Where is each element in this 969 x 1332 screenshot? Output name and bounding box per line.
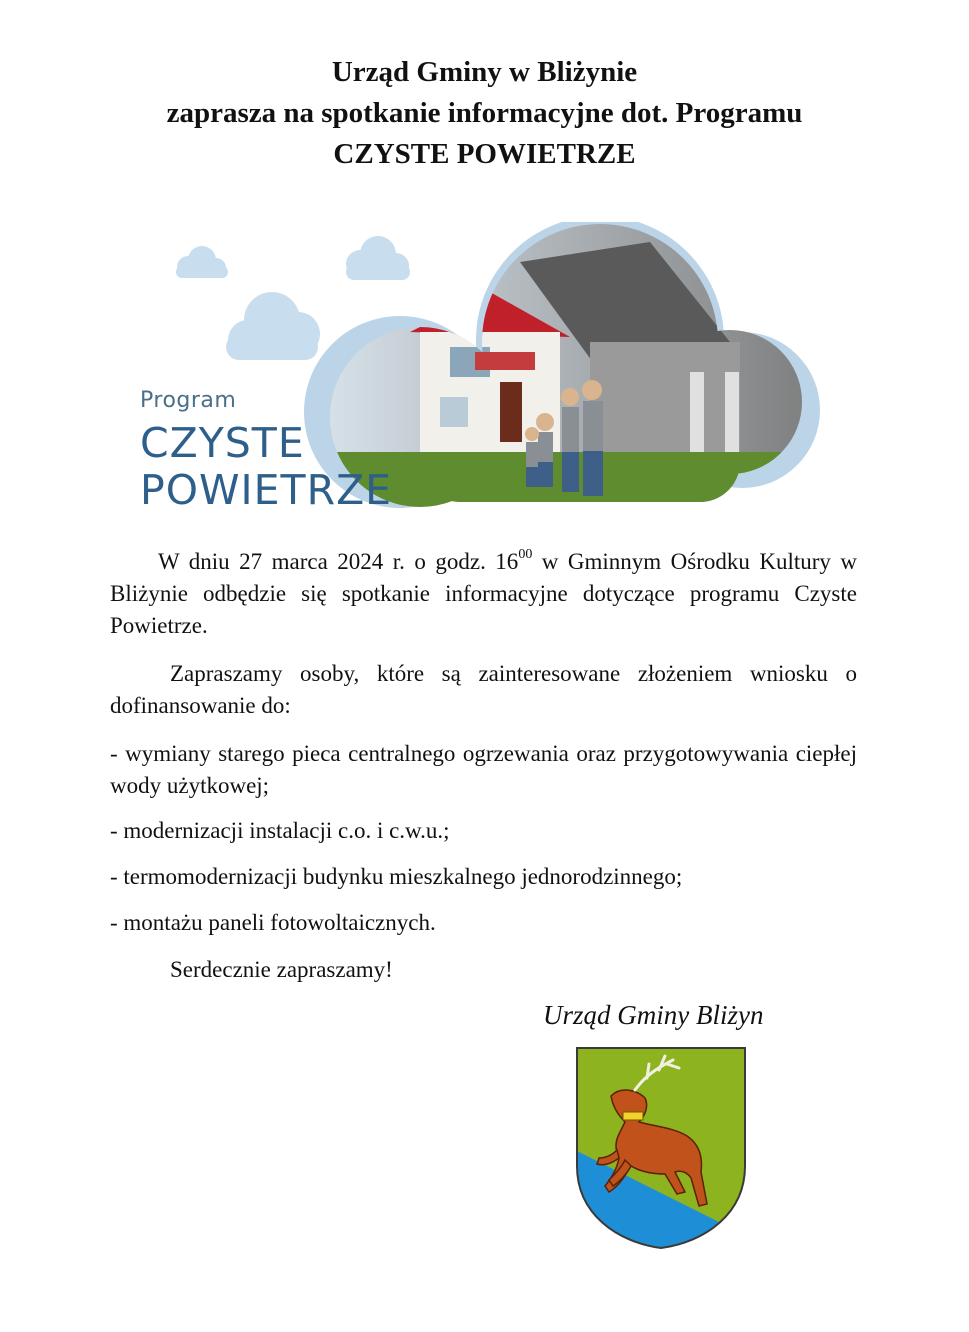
invitation-text: Zapraszamy osoby, które są zainteresowane złożeniem wniosku o dofinansowanie do: — [110, 661, 857, 718]
program-name-line-1: CZYSTE — [140, 419, 305, 467]
intro-text-part-2: w Gminnym Ośrodku Kultury w Bliżynie odbędzie się spotkanie informacyjne dotyczące programu Czyste Powietrze. — [110, 549, 857, 638]
intro-text-part-1: W dniu 27 marca 2024 r. o godz. 16 — [158, 549, 519, 574]
heading-line-2: zaprasza na spotkanie informacyjne dot. Programu — [166, 97, 803, 129]
coat-of-arms-icon — [575, 1046, 747, 1250]
program-label: Program — [140, 388, 237, 413]
heading-line-3: CZYSTE POWIETRZE — [333, 138, 636, 170]
list-item: - modernizacji instalacji c.o. i c.w.u.; — [110, 818, 450, 843]
closing-text: Serdecznie zapraszamy! — [170, 957, 393, 982]
list-item: - termomodernizacji budynku mieszkalnego jednorodzinnego; — [110, 864, 683, 889]
heading-line-1: Urząd Gminy w Bliżynie — [331, 56, 638, 88]
document-heading — [60, 52, 909, 175]
invitation-paragraph — [110, 658, 857, 722]
intro-paragraph — [110, 546, 857, 642]
signature: Urząd Gminy Bliżyn — [543, 1000, 764, 1030]
program-name-line-2: POWIETRZE — [140, 466, 393, 514]
time-superscript: 00 — [518, 547, 533, 563]
program-name — [140, 420, 392, 514]
list-item: - montażu paneli fotowoltaicznych. — [110, 910, 436, 935]
list-item: - wymiany starego pieca centralnego ogrzewania oraz przygotowywania ciepłej wody użytkowej; — [110, 741, 857, 798]
